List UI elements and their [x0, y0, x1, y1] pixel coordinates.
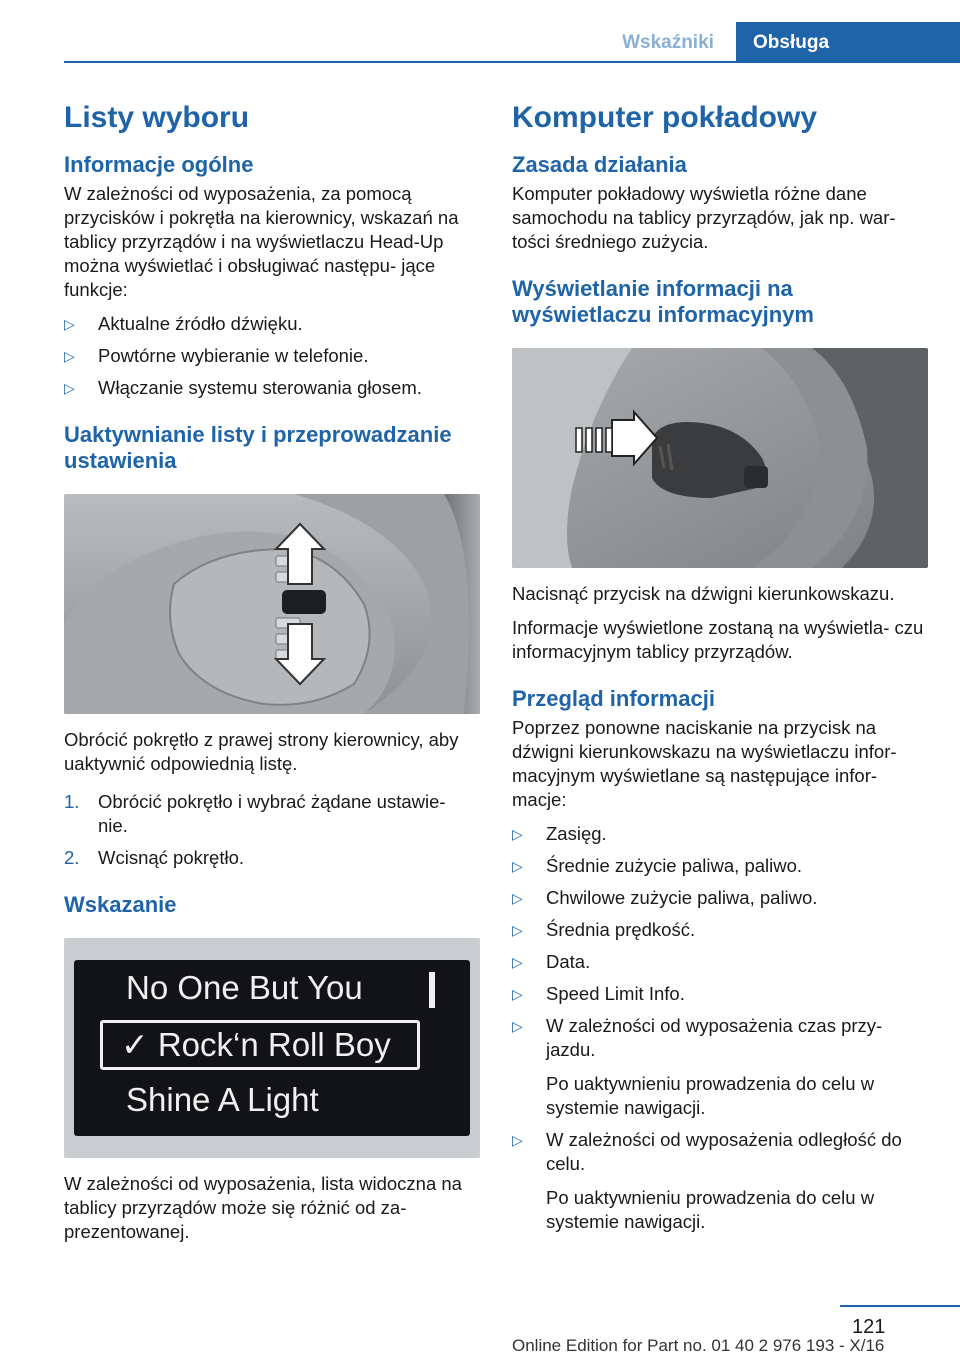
triangle-bullet-icon: ▷	[512, 890, 523, 906]
principle-text: Komputer pokładowy wyświetla różne dane samochodu na tablicy przyrządów, jak np. war‐ tości średniego zużycia.	[512, 183, 896, 252]
page-number: 121	[852, 1316, 886, 1338]
heading-info-overview: Przegląd informacji	[512, 686, 715, 711]
display-list-item: Shine A Light	[126, 1081, 319, 1118]
list-item: ▷ Powtórne wybieranie w telefonie.	[64, 345, 369, 366]
heading-principle: Zasada działania	[512, 152, 687, 177]
info-list	[512, 822, 928, 1234]
triangle-bullet-icon: ▷	[512, 1132, 523, 1148]
heading-display: Wskazanie	[64, 892, 177, 917]
triangle-bullet-icon: ▷	[512, 922, 523, 938]
steering-wheel-knob-image	[64, 494, 480, 714]
triangle-bullet-icon: ▷	[64, 348, 75, 364]
display-caption: W zależności od wyposażenia, lista widoczna na tablicy przyrządów może się różnić od za‐ prezentowanej.	[64, 1173, 462, 1242]
display-scrollbar	[429, 972, 435, 1008]
edition-footer: Online Edition for Part no. 01 40 2 976 193 - X/16	[512, 1336, 885, 1355]
triangle-bullet-icon: ▷	[512, 954, 523, 970]
triangle-bullet-icon: ▷	[512, 858, 523, 874]
triangle-bullet-icon: ▷	[64, 380, 75, 396]
section-title-onboard-computer: Komputer pokładowy	[512, 101, 818, 134]
steering-wheel-illustration	[64, 494, 480, 714]
footer-rule	[840, 1305, 960, 1307]
triangle-bullet-icon: ▷	[512, 1018, 523, 1034]
turn-signal-lever-image	[512, 348, 928, 568]
list-item: ▷ W zależności od wyposażenia czas przy‐ jazdu. Po uaktywnieniu prowadzenia do celu w systemie nawigacji.	[512, 1015, 883, 1118]
list-item: ▷ Średnia prędkość.	[512, 919, 696, 940]
steps-list	[64, 790, 480, 870]
display-list-image	[64, 938, 480, 1158]
general-info-text: W zależności od wyposażenia, za pomocą przycisków i pokrętła na kierownicy, wskazań na tablicy przyrządów i na wyświetlaczu Head-Up można wyświetlać i obsługiwać następu‐ jące funkcje:	[64, 183, 459, 300]
list-item: ▷ Data.	[512, 951, 591, 972]
triangle-bullet-icon: ▷	[512, 826, 523, 842]
list-item: ▷ Zasięg.	[512, 823, 607, 844]
heading-show-info: Wyświetlanie informacji na wyświetlaczu informacyjnym	[512, 276, 814, 327]
triangle-bullet-icon: ▷	[64, 316, 75, 332]
functions-list	[64, 312, 480, 400]
list-item: ▷ W zależności od wyposażenia odległość do celu. Po uaktywnieniu prowadzenia do celu w systemie nawigacji.	[512, 1129, 902, 1232]
list-item: 2. Wcisnąć pokrętło.	[64, 847, 244, 868]
triangle-bullet-icon: ▷	[512, 986, 523, 1002]
heading-activate-list: Uaktywnianie listy i przeprowadzanie ustawienia	[64, 422, 452, 473]
list-item: ▷ Speed Limit Info.	[512, 983, 685, 1004]
section-title-selection-lists: Listy wyboru	[64, 101, 250, 134]
overview-text: Poprzez ponowne naciskanie na przycisk na dźwigni kierunkowskazu na wyświetlaczu infor‐ macyjnym wyświetlane są następujące infor‐ macje:	[512, 717, 897, 810]
header-tab-operation[interactable]: Obsługa	[736, 22, 960, 63]
display-list-item: No One But You	[126, 969, 363, 1006]
header-tab-indicators[interactable]: Wskaźniki	[622, 31, 714, 53]
left-column	[64, 98, 480, 1244]
heading-general-info: Informacje ogólne	[64, 152, 254, 177]
header-rule	[64, 61, 960, 63]
press-button-text: Nacisnąć przycisk na dźwigni kierunkowskazu.	[512, 583, 895, 604]
turn-signal-illustration	[512, 348, 928, 568]
display-list-item-selected: ✓ Rock‘n Roll Boy	[100, 1020, 420, 1070]
knob-caption: Obrócić pokrętło z prawej strony kierownicy, aby uaktywnić odpowiednią listę.	[64, 729, 459, 774]
list-item: ▷ Włączanie systemu sterowania głosem.	[64, 377, 422, 398]
display-screen	[74, 960, 470, 1136]
list-item: 1. Obrócić pokrętło i wybrać żądane ustawie‐ nie.	[64, 791, 446, 836]
list-item: ▷ Chwilowe zużycie paliwa, paliwo.	[512, 887, 818, 908]
list-item: ▷ Aktualne źródło dźwięku.	[64, 313, 303, 334]
info-displayed-text: Informacje wyświetlone zostaną na wyświetla‐ czu informacyjnym tablicy przyrządów.	[512, 617, 924, 662]
list-item: ▷ Średnie zużycie paliwa, paliwo.	[512, 855, 803, 876]
right-column	[512, 98, 928, 1242]
